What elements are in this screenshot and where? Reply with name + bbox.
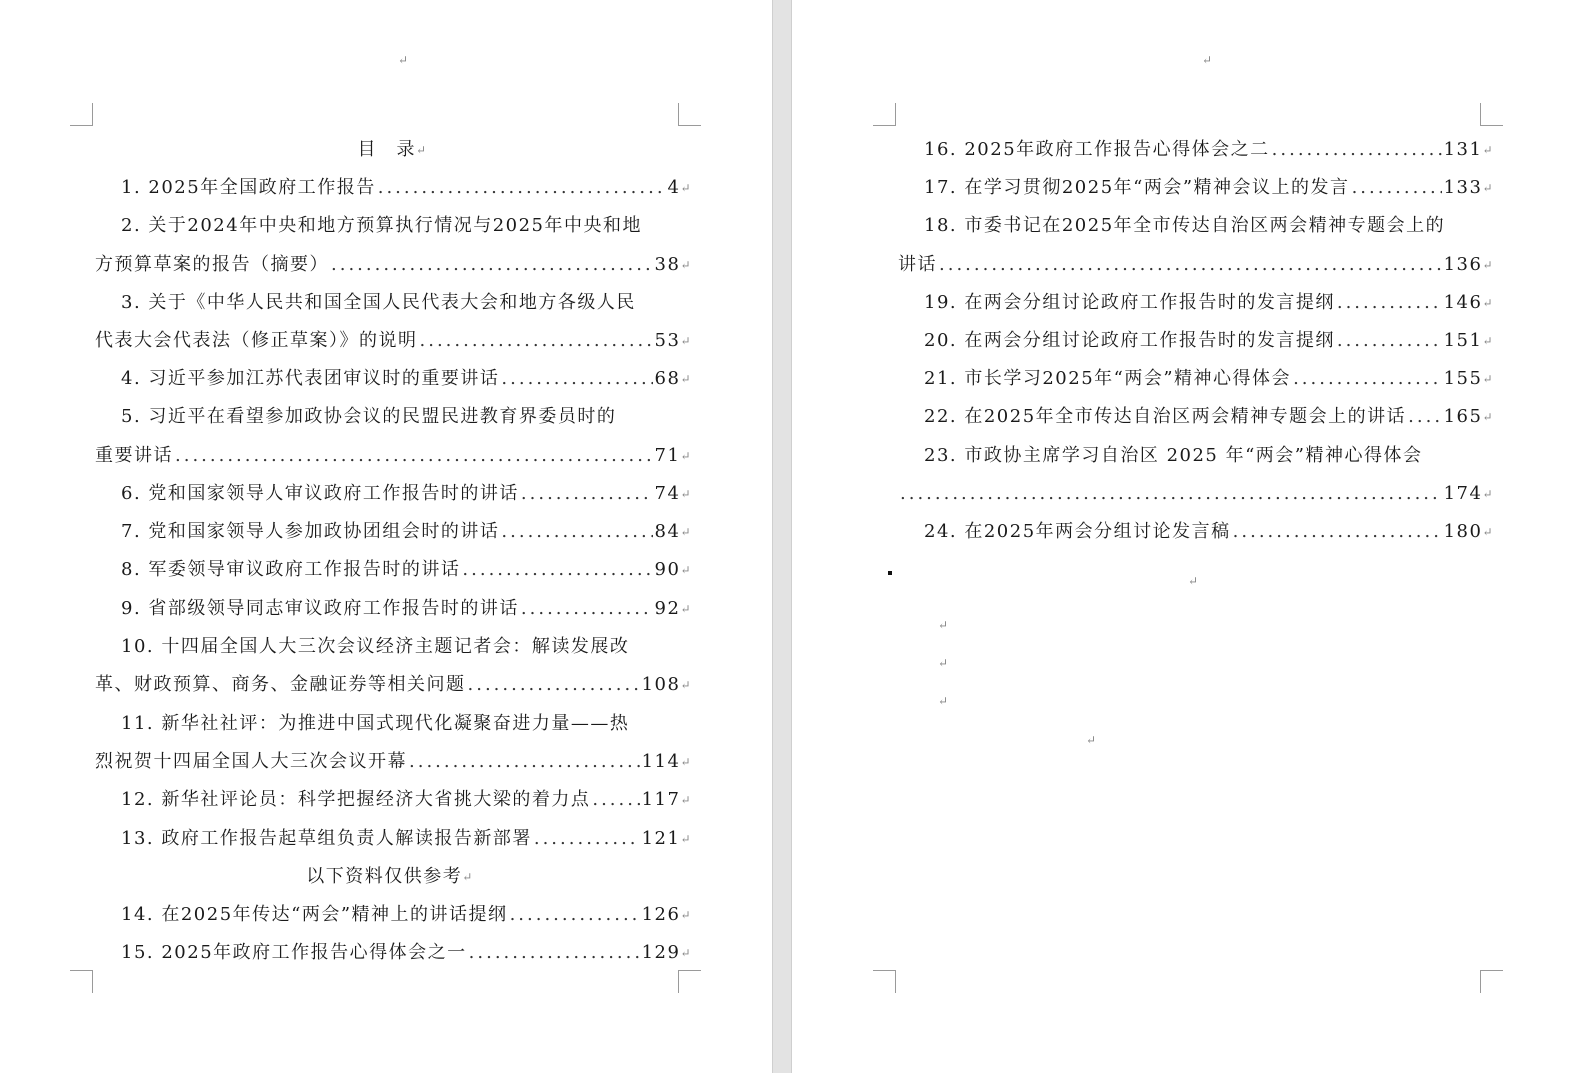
toc-page-number: 90 [654,559,681,580]
toc-page-number: 165 [1443,406,1483,427]
toc-title: 目 录 ↵ [95,131,690,169]
section-break-marker [888,571,892,575]
toc-page-number: 151 [1443,330,1483,351]
paragraph-mark: ↵ [938,656,949,670]
toc-page-number: 129 [641,942,681,963]
crop-mark-top-right [678,103,701,126]
page-gap [772,0,792,1073]
toc-entry-continuation[interactable]: 讲话 ..... 136 ↵ [898,246,1494,284]
toc-page-number: 84 [654,521,681,542]
paragraph-mark: ↵ [938,694,949,708]
toc-entry[interactable]: 6. 党和国家领导人审议政府工作报告时的讲话 ..... 74 ↵ [121,475,692,513]
header-paragraph-mark: ↵ [398,53,409,67]
toc-page-number: 180 [1443,521,1483,542]
toc-entry[interactable]: 14. 在2025年传达“两会”精神上的讲话提纲 ..... 126 ↵ [121,896,692,934]
toc-page-number: 71 [654,445,681,466]
paragraph-mark: ↵ [1188,574,1199,588]
toc-page-number: 155 [1443,368,1483,389]
toc-entry-continuation[interactable]: 烈祝贺十四届全国人大三次会议开幕 ..... 114 ↵ [95,743,692,781]
crop-mark-top-right [1480,103,1503,126]
toc-entry[interactable]: 15. 2025年政府工作报告心得体会之一 ..... 129 ↵ [121,934,692,972]
page-left [0,0,772,1073]
toc-page-number: 117 [641,789,681,810]
toc-entry[interactable]: 24. 在2025年两会分组讨论发言稿 ..... 180 ↵ [924,513,1494,551]
toc-entry[interactable]: 3. 关于《中华人民共和国全国人民代表大会和地方各级人民 [121,292,636,313]
header-paragraph-mark: ↵ [1202,53,1213,67]
toc-entry[interactable]: 10. 十四届全国人大三次会议经济主题记者会：解读发展改 [121,636,630,657]
toc-page-number: 68 [654,368,681,389]
toc-page-number: 136 [1443,254,1483,275]
toc-entry[interactable]: 4. 习近平参加江苏代表团审议时的重要讲话 ..... 68 ↵ [121,360,692,398]
section-heading: 以下资料仅供参考 ↵ [306,866,474,887]
crop-mark-bottom-left [873,970,896,993]
toc-entry[interactable]: 22. 在2025年全市传达自治区两会精神专题会上的讲话 ..... 165 ↵ [924,398,1494,436]
crop-mark-bottom-left [70,970,93,993]
toc-page-number: 38 [654,254,681,275]
toc-entry[interactable]: 18. 市委书记在2025年全市传达自治区两会精神专题会上的 [924,215,1446,236]
toc-entry[interactable]: 12. 新华社评论员：科学把握经济大省挑大梁的着力点 ..... 117 ↵ [121,781,692,819]
toc-entry[interactable]: 8. 军委领导审议政府工作报告时的讲话 ..... 90 ↵ [121,551,692,589]
toc-page-number: 174 [1443,483,1483,504]
toc-page-number: 74 [654,483,681,504]
toc-page-number: 131 [1443,139,1483,160]
toc-entry[interactable]: 9. 省部级领导同志审议政府工作报告时的讲话 ..... 92 ↵ [121,590,692,628]
toc-entry[interactable]: 5. 习近平在看望参加政协会议的民盟民进教育界委员时的 [121,406,617,427]
toc-entry[interactable]: 19. 在两会分组讨论政府工作报告时的发言提纲 ..... 146 ↵ [924,284,1494,322]
toc-entry[interactable]: 17. 在学习贯彻2025年“两会”精神会议上的发言 ..... 133 ↵ [924,169,1494,207]
toc-entry-continuation[interactable]: 革、财政预算、商务、金融证券等相关问题 ..... 108 ↵ [95,666,692,704]
toc-page-number: 92 [654,598,681,619]
toc-entry[interactable]: 23. 市政协主席学习自治区 2025 年“两会”精神心得体会 [924,445,1423,466]
toc-entry[interactable]: 11. 新华社社评：为推进中国式现代化凝聚奋进力量——热 [121,713,630,734]
toc-page-number: 146 [1443,292,1483,313]
toc-entry[interactable]: 21. 市长学习2025年“两会”精神心得体会 ..... 155 ↵ [924,360,1494,398]
crop-mark-top-left [873,103,896,126]
toc-entry[interactable]: 1. 2025年全国政府工作报告 ..... 4 ↵ [121,169,692,207]
toc-entry[interactable]: 16. 2025年政府工作报告心得体会之二 ..... 131 ↵ [924,131,1494,169]
toc-entry-continuation[interactable]: ..... 174 ↵ [898,475,1494,513]
crop-mark-bottom-right [678,970,701,993]
toc-entry-continuation[interactable]: 方预算草案的报告（摘要） ..... 38 ↵ [95,246,692,284]
toc-title-text: 目 录 [357,139,416,160]
toc-entry[interactable]: 13. 政府工作报告起草组负责人解读报告新部署 ..... 121 ↵ [121,820,692,858]
crop-mark-bottom-right [1480,970,1503,993]
toc-page-number: 121 [641,828,681,849]
toc-page-number: 126 [641,904,681,925]
paragraph-mark: ↵ [1086,733,1097,747]
toc-entry-continuation[interactable]: 代表大会代表法（修正草案）》的说明 ..... 53 ↵ [95,322,692,360]
crop-mark-top-left [70,103,93,126]
toc-entry[interactable]: 7. 党和国家领导人参加政协团组会时的讲话 ..... 84 ↵ [121,513,692,551]
toc-entry[interactable]: 20. 在两会分组讨论政府工作报告时的发言提纲 ..... 151 ↵ [924,322,1494,360]
toc-page-number: 114 [641,751,681,772]
toc-entry[interactable]: 2. 关于2024年中央和地方预算执行情况与2025年中央和地 [121,215,643,236]
toc-entry-continuation[interactable]: 重要讲话 ..... 71 ↵ [95,437,692,475]
toc-page-number: 133 [1443,177,1483,198]
page-right [792,0,1581,1073]
toc-page-number: 108 [641,674,681,695]
paragraph-mark: ↵ [938,618,949,632]
toc-page-number: 53 [654,330,681,351]
toc-page-number: 4 [667,177,681,198]
